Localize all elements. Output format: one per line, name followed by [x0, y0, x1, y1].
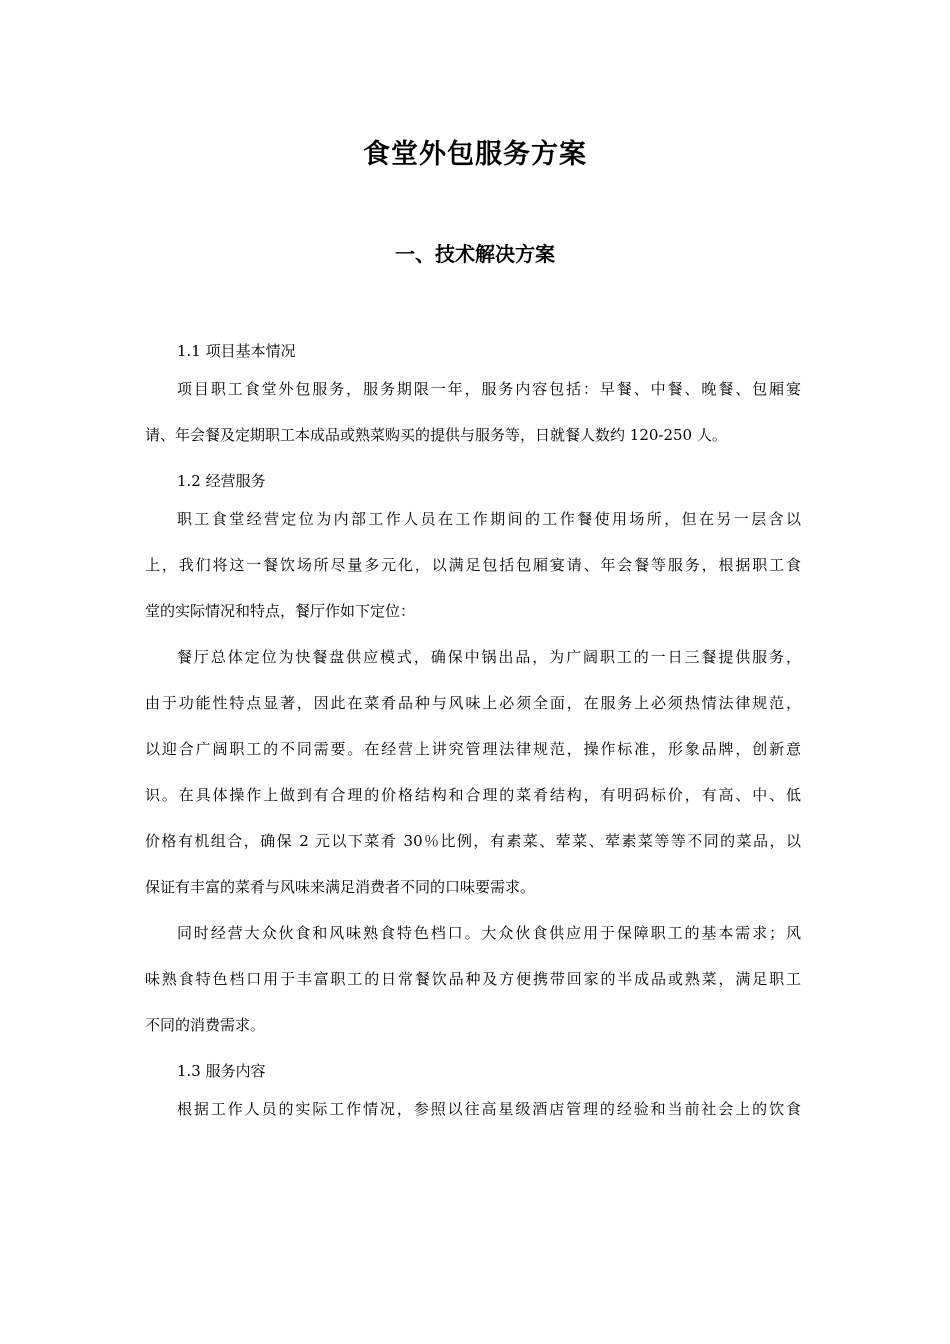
- subsection-heading-1-3: 1.3 服务内容: [177, 1062, 266, 1080]
- paragraph-project-overview: [145, 368, 801, 464]
- text-line: 识。在具体操作上做到有合理的价格结构和合理的菜肴结构，有明码标价，有高、中、低: [145, 786, 801, 804]
- text-line: 以迎合广阔职工的不同需要。在经营上讲究管理法律规范，操作标准，形象品牌，创新意: [145, 740, 801, 758]
- text-line: 职工食堂经营定位为内部工作人员在工作期间的工作餐使用场所，但在另一层含以: [177, 510, 801, 528]
- text-line: 味熟食特色档口用于丰富职工的日常餐饮品种及方便携带回家的半成品或熟菜，满足职工: [145, 970, 801, 988]
- subsection-heading-1-1: 1.1 项目基本情况: [177, 342, 296, 360]
- paragraph-dining-stalls: [145, 916, 801, 1054]
- text-line: 根据工作人员的实际工作情况，参照以往高星级酒店管理的经验和当前社会上的饮食: [177, 1100, 801, 1118]
- text-line: 同时经营大众伙食和风味熟食特色档口。大众伙食供应用于保障职工的基本需求；风: [177, 924, 801, 942]
- text-line: 上，我们将这一餐饮场所尽量多元化，以满足包括包厢宴请、年会餐等服务，根据职工食: [145, 556, 801, 574]
- text-line: 不同的消费需求。: [145, 1016, 266, 1034]
- text-line: 请、年会餐及定期职工本成品或熟菜购买的提供与服务等，日就餐人数约 120-250 人。: [145, 426, 727, 444]
- text-line: 保证有丰富的菜肴与风味来满足消费者不同的口味要需求。: [145, 878, 536, 896]
- paragraph-restaurant-positioning: [145, 640, 801, 916]
- text-line: 堂的实际情况和特点，餐厅作如下定位：: [145, 602, 416, 620]
- text-line: 餐厅总体定位为快餐盘供应模式，确保中锅出品，为广阔职工的一日三餐提供服务，: [177, 648, 801, 666]
- document-title: 食堂外包服务方案: [363, 139, 587, 170]
- section-title: 一、技术解决方案: [395, 242, 555, 266]
- text-line: 项目职工食堂外包服务，服务期限一年，服务内容包括：早餐、中餐、晚餐、包厢宴: [177, 380, 801, 398]
- paragraph-positioning: [145, 498, 801, 640]
- text-line: 价格有机组合，确保 2 元以下菜肴 30％比例，有素菜、荤菜、荤素菜等等不同的菜品，以: [145, 832, 801, 850]
- document-body: [145, 334, 801, 1138]
- paragraph-service-content: [145, 1088, 801, 1138]
- text-line: 由于功能性特点显著，因此在菜肴品种与风味上必须全面，在服务上必须热情法律规范，: [145, 694, 801, 712]
- subsection-heading-1-2: 1.2 经营服务: [177, 472, 266, 490]
